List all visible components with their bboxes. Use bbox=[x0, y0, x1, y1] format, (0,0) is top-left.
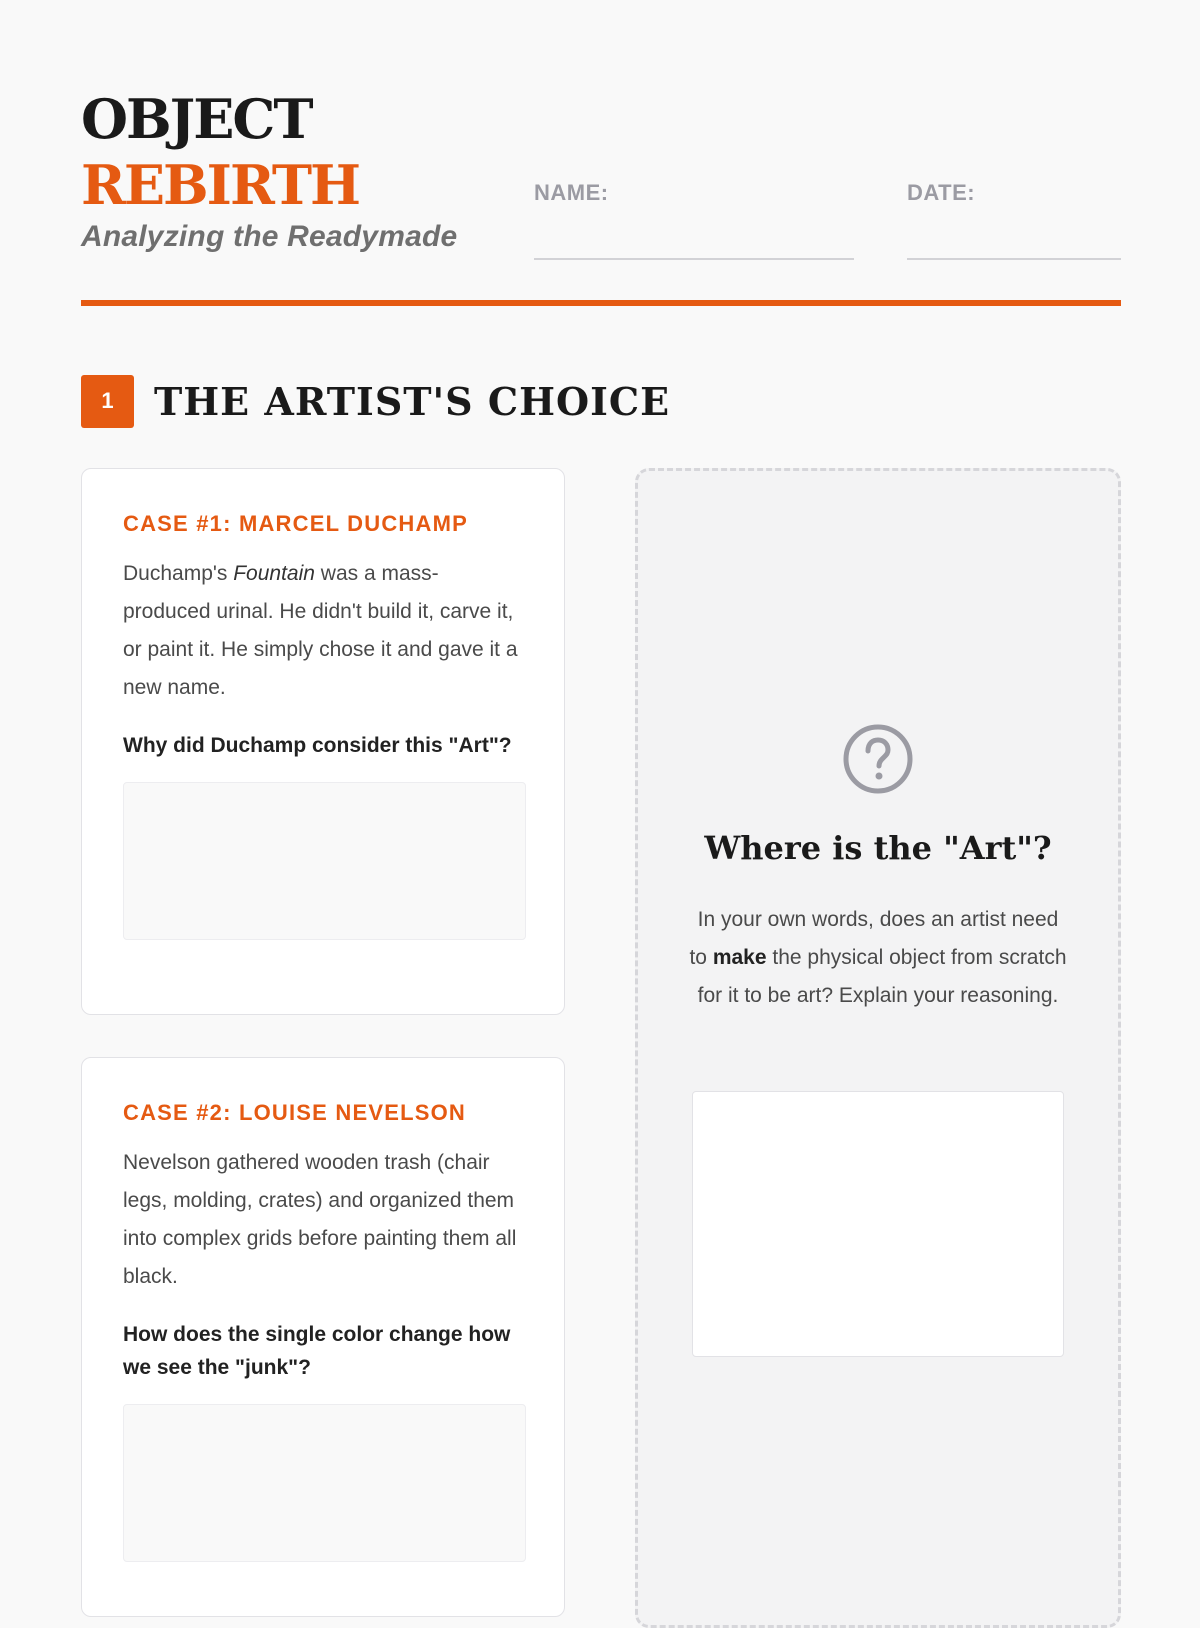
question-circle-icon bbox=[842, 723, 914, 795]
worksheet-page bbox=[81, 0, 1121, 1600]
section-heading bbox=[81, 374, 670, 428]
date-field[interactable] bbox=[907, 180, 1121, 206]
reflection-title: Where is the "Art"? bbox=[704, 829, 1052, 867]
answer-box[interactable] bbox=[123, 1404, 526, 1562]
reflection-answer-box[interactable] bbox=[692, 1091, 1064, 1357]
title-line-2: REBIRTH bbox=[81, 153, 360, 217]
title-block bbox=[81, 86, 457, 254]
case-description: Nevelson gathered wooden trash (chair legs, molding, crates) and organized them into complex grids before painting them all black. bbox=[123, 1151, 517, 1288]
artwork-title: Fountain bbox=[233, 562, 315, 585]
section-number-badge: 1 bbox=[81, 375, 134, 428]
subtitle: Analyzing the Readymade bbox=[81, 220, 458, 253]
case-card-nevelson bbox=[81, 1057, 565, 1617]
case-title: CASE #1: MARCEL DUCHAMP bbox=[123, 511, 468, 536]
case-question: Why did Duchamp consider this "Art"? bbox=[123, 734, 512, 757]
case-card-duchamp bbox=[81, 468, 565, 1015]
date-underline bbox=[907, 258, 1121, 260]
section-title: THE ARTIST'S CHOICE bbox=[154, 378, 671, 424]
case-question: How does the single color change how we see the "junk"? bbox=[123, 1323, 511, 1379]
title-line-1: OBJECT bbox=[81, 87, 312, 151]
case-description: Duchamp's Fountain was a mass-produced urinal. He didn't build it, carve it, or paint it. He simply chose it and gave it a new name. bbox=[123, 562, 518, 699]
case-title: CASE #2: LOUISE NEVELSON bbox=[123, 1100, 466, 1125]
reflection-panel bbox=[635, 468, 1121, 1628]
header-divider bbox=[81, 300, 1121, 306]
name-field[interactable] bbox=[534, 180, 854, 206]
date-label: DATE: bbox=[907, 180, 976, 205]
name-label: NAME: bbox=[534, 180, 609, 205]
reflection-prompt: In your own words, does an artist need to make the physical object from scratch for it to be art? Explain your reasoning. bbox=[689, 908, 1067, 1007]
answer-box[interactable] bbox=[123, 782, 526, 940]
name-underline bbox=[534, 258, 854, 260]
